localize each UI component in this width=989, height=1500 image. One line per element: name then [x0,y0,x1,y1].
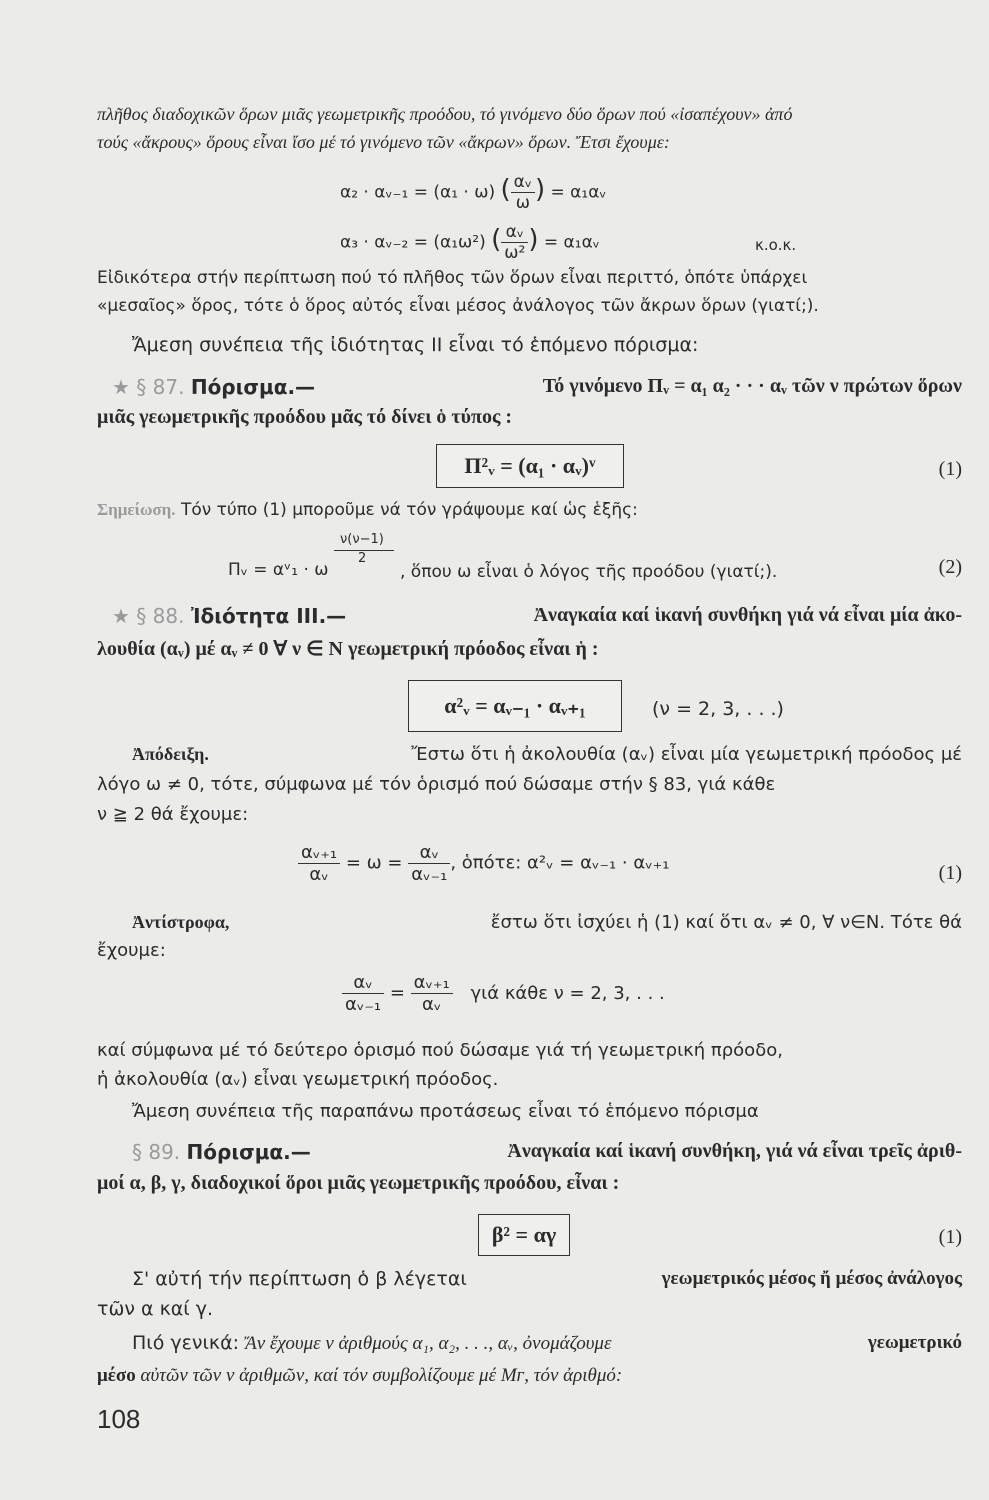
text-line: καί σύμφωνα μέ τό δεύτερο ὁρισμό πού δώσαμε γιά τή γεωμετρική πρόοδο, [97,1040,783,1061]
equation: $\frac{\text{αᵥ₊₁}}{\text{αᵥ}}$ = ω = $\frac{\text{αᵥ}}{\text{αᵥ₋₁}}$ , ὁπότε: α²ᵥ = αᵥ₋₁ · αᵥ₊₁ [298,842,669,885]
text-line: Ἄμεση συνέπεια τῆς ἰδιότητας ΙΙ εἶναι τό ἑπόμενο πόρισμα: [132,334,699,356]
formula-box: β² = αγ [478,1214,570,1256]
equation-number: (2) [938,556,962,578]
note-text: Τόν τύπο (1) μπορoῦμε νά τόν γράψουμε καί ὡς ἑξῆς: [180,500,638,520]
term: γεωμετρικό [867,1332,962,1353]
note-label: Σημείωση. [97,500,176,519]
section-title: Ἰδιότητα ΙΙΙ.— [190,604,347,628]
text-span: Πιό γενικά: [132,1332,246,1354]
equation: α₂ · αᵥ₋₁ = (α₁ · ω) ( $\frac{\text{αᵥ}}{\omega}$ ) = α₁αᵥ [340,172,607,213]
text-span: αὐτῶν τῶν ν ἀριθμῶν, καί τόν συμβολίζουμε μέ Mᴦ, τόν ἀριθμό: [135,1365,623,1386]
text-line: τῶν α καί γ. [97,1298,214,1320]
text-line: ν ≧ 2 θά ἔχουμε: [97,804,249,825]
converse-text: ἔστω ὅτι ἰσχύει ἡ (1) καί ὅτι αᵥ ≠ 0, ∀ ν∈Ν. Τότε θά [490,912,962,933]
proof-label: Ἀπόδειξη. [132,744,209,764]
section-number: § 87. [136,375,185,399]
section-88-heading [112,604,962,628]
equation: $\frac{\text{αᵥ}}{\text{αᵥ₋₁}}$ = $\frac{\text{αᵥ₊₁}}{\text{αᵥ}}$ γιά κάθε ν = 2, 3, . . . [342,972,665,1015]
equation: α₃ · αᵥ₋₂ = (α₁ω²) ( $\frac{\text{αᵥ}}{\text{ω²}}$ ) = α₁αᵥ [340,222,600,263]
exponent-numerator: ν(ν−1) [340,532,384,547]
section-title: Πόρισμα.— [186,1140,311,1164]
term: γεωμετρικός μέσος ἤ μέσος ἀνάλογος [661,1268,962,1289]
text-line [132,912,962,933]
text-line: μοί α, β, γ, διαδοχικοί ὅροι μιᾶς γεωμετρικῆς προόδου, εἶναι : [97,1172,620,1194]
text-line: τούς «ἄκρους» ὅρους εἶναι ἴσο μέ τό γινόμενο τῶν «ἄκρων» ὅρων. Ἔτσι ἔχουμε: [97,132,670,152]
text-line: λουθία (αᵥ) μέ αᵥ ≠ 0 ∀ ν ∈ Ν γεωμετρική πρόοδος εἶναι ἡ : [97,638,599,660]
exponent-denominator: 2 [358,551,367,566]
proof-text: Ἔστω ὅτι ἡ ἀκολουθία (αᵥ) εἶναι μία γεωμετρική πρόοδος μέ [411,744,962,765]
section-text: Ἀναγκαία καί ἱκανή συνθήκη, γιά νά εἶναι τρεῖς ἀριθ- [507,1140,962,1162]
equation-number: (1) [938,458,962,480]
converse-label: Ἀντίστροφα, [132,912,230,932]
text-line: λόγο ω ≠ 0, τότε, σύμφωνα μέ τόν ὁρισμό πού δώσαμε στήν § 83, γιά κάθε [97,774,776,795]
text-line: Εἰδικότερα στήν περίπτωση πού τό πλῆθος τῶν ὅρων εἶναι περιττό, ὁπότε ὑπάρχει [97,268,808,288]
star-mark: ★ [112,375,130,399]
equation-number: (1) [938,1226,962,1248]
equation-number: (1) [938,862,962,884]
page-number: 108 [97,1404,141,1434]
text-line [132,1268,962,1290]
text-line: μιᾶς γεωμετρικῆς προόδου μᾶς τό δίνει ὁ τύπος : [97,406,513,428]
text-line: ἔχουμε: [97,940,166,961]
star-mark: ★ [112,604,130,628]
text-line: πλῆθος διαδοχικῶν ὅρων μιᾶς γεωμετρικῆς προόδου, τό γινόμενο δύο ὅρων πού «ἰσαπέχουν» ἀπό [97,104,793,124]
section-text: Ἀναγκαία καί ἱκανή συνθήκη γιά νά εἶναι μία ἀκο- [533,604,962,626]
etc-abbrev: κ.ο.κ. [755,236,797,254]
formula-box: Π²ᵥ = (α₁ · αᵥ)ᵛ [436,444,624,488]
text-line: «μεσαῖος» ὅρος, τότε ὁ ὅρος αὐτός εἶναι μέσος ἀνάλογος τῶν ἄκρων ὅρων (γιατί;). [97,296,819,316]
formula: Πᵥ = αᵛ₁ · ω [228,560,329,580]
term: μέσο [97,1365,136,1386]
condition: (ν = 2, 3, . . .) [652,698,784,720]
text-line: Ἄμεση συνέπεια τῆς παραπάνω προτάσεως εἶναι τό ἑπόμενο πόρισμα [132,1101,759,1122]
text-line [132,1332,962,1355]
text-line [97,1364,962,1387]
section-number: § 89. [132,1140,181,1164]
text-span: Σ' αὐτή τήν περίπτωση ὁ β λέγεται [132,1268,467,1290]
formula-tail: , ὅπου ω εἶναι ὁ λόγος τῆς προόδου (γιατί;). [400,562,778,582]
formula-box: α²ᵥ = αᵥ₋₁ · αᵥ₊₁ [408,680,622,732]
section-87-heading [112,375,962,399]
section-text: Τό γινόμενο Πᵥ = α₁ α₂ · · · αᵥ τῶν ν πρώτων ὅρων [542,375,962,397]
note-line [97,500,962,520]
section-89-heading [132,1140,962,1164]
text-line [132,744,962,765]
text-line: ἡ ἀκολουθία (αᵥ) εἶναι γεωμετρική πρόοδος. [97,1069,499,1090]
section-title: Πόρισμα.— [190,375,316,399]
text-span: Ἄν ἔχουμε ν ἀριθμούς α₁, α₂, . . ., αᵥ, ὀνομάζουμε [245,1333,612,1354]
section-number: § 88. [136,604,185,628]
